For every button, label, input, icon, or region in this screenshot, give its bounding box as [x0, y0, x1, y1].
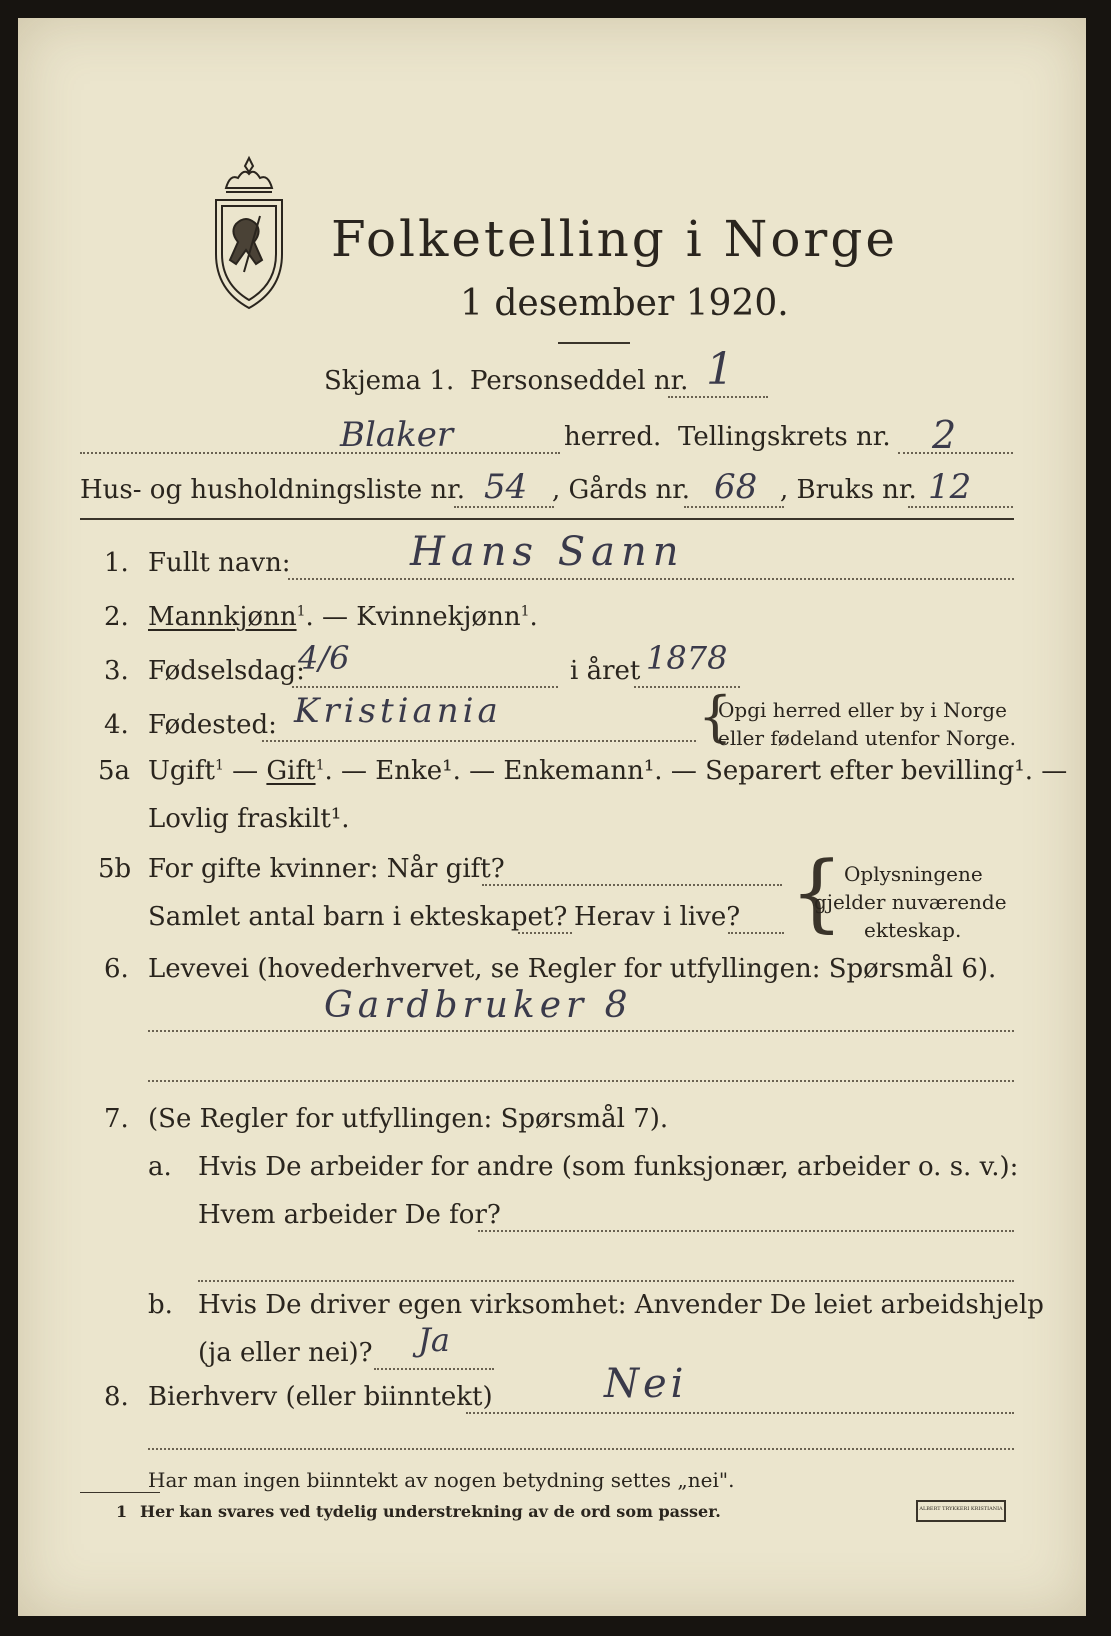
gards-label: , Gårds nr. — [552, 475, 691, 505]
q3-birthday-value: 4/6 — [298, 639, 350, 677]
q2-gender-line: Mannkjønn$^1$. — Kvinnekjønn$^1$. — [148, 602, 538, 632]
q5b-line2b: Herav i live? — [574, 902, 741, 932]
personseddel-label: Personseddel nr. — [470, 366, 689, 396]
q3-birthday-field-line — [292, 686, 558, 688]
q5b-note-line2: gjelder nuværende — [814, 890, 1007, 914]
herred-value: Blaker — [340, 415, 454, 455]
q2-female-option: Kvinnekjønn — [356, 602, 521, 632]
q5b-line2a: Samlet antal barn i ekteskapet? — [148, 902, 568, 932]
q8-field-line-1 — [466, 1412, 1014, 1414]
gards-value: 68 — [714, 467, 758, 507]
footnote-text: Her kan svares ved tydelig understrekning av de ord som passer. — [140, 1502, 721, 1521]
q5a-ugift-option: Ugift — [148, 756, 215, 786]
personseddel-field-line — [668, 396, 768, 398]
printer-stamp-text: ALBERT TRYKKERI KRISTIANIA — [919, 1506, 1003, 1512]
footnote-mark: 1 — [116, 1502, 128, 1521]
bruks-value: 12 — [928, 467, 972, 507]
q5b-note-line1: Oplysningene — [844, 862, 983, 886]
footer-note: Har man ingen biinntekt av nogen betydning settes „nei". — [148, 1468, 735, 1492]
q4-note-line1: Opgi herred eller by i Norge — [718, 698, 1007, 722]
q5b-note-line3: ekteskap. — [864, 918, 962, 942]
q7a-letter: a. — [148, 1152, 172, 1182]
q5b-number: 5b — [98, 854, 132, 884]
q8-number: 8. — [104, 1382, 129, 1412]
q5b-children-field-line — [518, 932, 572, 934]
q6-field-line-2 — [148, 1080, 1014, 1082]
q1-full-name-value: Hans Sann — [410, 529, 685, 575]
q7a-field-line-2 — [198, 1280, 1014, 1282]
q8-label: Bierhverv (eller biinntekt) — [148, 1382, 493, 1412]
q5a-number: 5a — [98, 756, 131, 786]
q5b-note-brace: { — [790, 843, 844, 941]
herred-field-line — [80, 452, 560, 454]
q8-value: Nei — [604, 1361, 688, 1407]
q5b-line1: For gifte kvinner: Når gift? — [148, 854, 505, 884]
q7a-question: Hvem arbeider De for? — [198, 1200, 501, 1230]
q4-label: Fødested: — [148, 710, 277, 740]
q2-end: . — [529, 602, 538, 632]
q5a-other-options: . — Enke¹. — Enkemann¹. — Separert efter bevilling¹. — — [324, 756, 1068, 786]
schema-label: Skjema 1. — [324, 366, 455, 396]
q4-number: 4. — [104, 710, 129, 740]
q7a-text: Hvis De arbeider for andre (som funksjonær, arbeider o. s. v.): — [198, 1152, 1019, 1182]
q5a-gift-option: Gift — [266, 756, 316, 786]
husliste-value: 54 — [484, 467, 528, 507]
header-divider — [80, 518, 1014, 520]
q7b-field-line — [374, 1368, 494, 1370]
q4-field-line — [262, 740, 696, 742]
q6-occupation-value: Gardbruker 8 — [324, 985, 633, 1026]
tellingskrets-label: Tellingskrets nr. — [678, 422, 891, 452]
q6-label: Levevei (hovederhvervet, se Regler for utfyllingen: Spørsmål 6). — [148, 954, 997, 984]
census-form-page — [18, 18, 1086, 1616]
title-divider — [558, 342, 630, 344]
q5b-alive-field-line — [728, 932, 784, 934]
q5a-line2: Lovlig fraskilt¹. — [148, 804, 350, 834]
q1-field-line — [288, 578, 1014, 580]
q3-year-label: i året — [570, 656, 641, 686]
q1-label: Fullt navn: — [148, 548, 291, 578]
q4-birthplace-value: Kristiania — [294, 691, 502, 731]
q5b-married-field-line — [482, 884, 782, 886]
printer-stamp — [916, 1500, 1006, 1522]
herred-label: herred. — [564, 422, 662, 452]
q8-field-line-2 — [148, 1448, 1014, 1450]
q2-separator: . — — [305, 602, 357, 632]
footnote-divider — [80, 1492, 160, 1493]
q6-number: 6. — [104, 954, 129, 984]
q4-note-brace: { — [698, 685, 733, 748]
q7b-text: Hvis De driver egen virksomhet: Anvender De leiet arbeidshjelp — [198, 1290, 1044, 1320]
husliste-label: Hus- og husholdningsliste nr. — [80, 475, 466, 505]
q1-number: 1. — [104, 548, 129, 578]
q3-year-value: 1878 — [646, 639, 728, 677]
q7b-letter: b. — [148, 1290, 173, 1320]
q2-male-option: Mannkjønn — [148, 602, 297, 632]
q3-label: Fødselsdag: — [148, 656, 305, 686]
q5a-status-line: Ugift$^1$ — Gift$^1$. — Enke¹. — Enkemann¹. — Separert efter bevilling¹. — — [148, 756, 1068, 786]
norwegian-coat-of-arms-icon — [204, 154, 294, 314]
q7b-question: (ja eller nei)? — [198, 1338, 373, 1368]
personseddel-value: 1 — [706, 344, 734, 395]
q6-field-line-1 — [148, 1030, 1014, 1032]
q7-number: 7. — [104, 1104, 129, 1134]
q7b-answer-value: Ja — [418, 1321, 450, 1359]
q3-number: 3. — [104, 656, 129, 686]
tellingskrets-value: 2 — [932, 413, 957, 457]
census-date: 1 desember 1920. — [460, 283, 789, 324]
q4-note-line2: eller fødeland utenfor Norge. — [718, 726, 1016, 750]
q7a-field-line-1 — [478, 1230, 1014, 1232]
bruks-label: , Bruks nr. — [780, 475, 917, 505]
q2-number: 2. — [104, 602, 129, 632]
q7-label: (Se Regler for utfyllingen: Spørsmål 7). — [148, 1104, 669, 1134]
form-title: Folketelling i Norge — [331, 210, 898, 268]
